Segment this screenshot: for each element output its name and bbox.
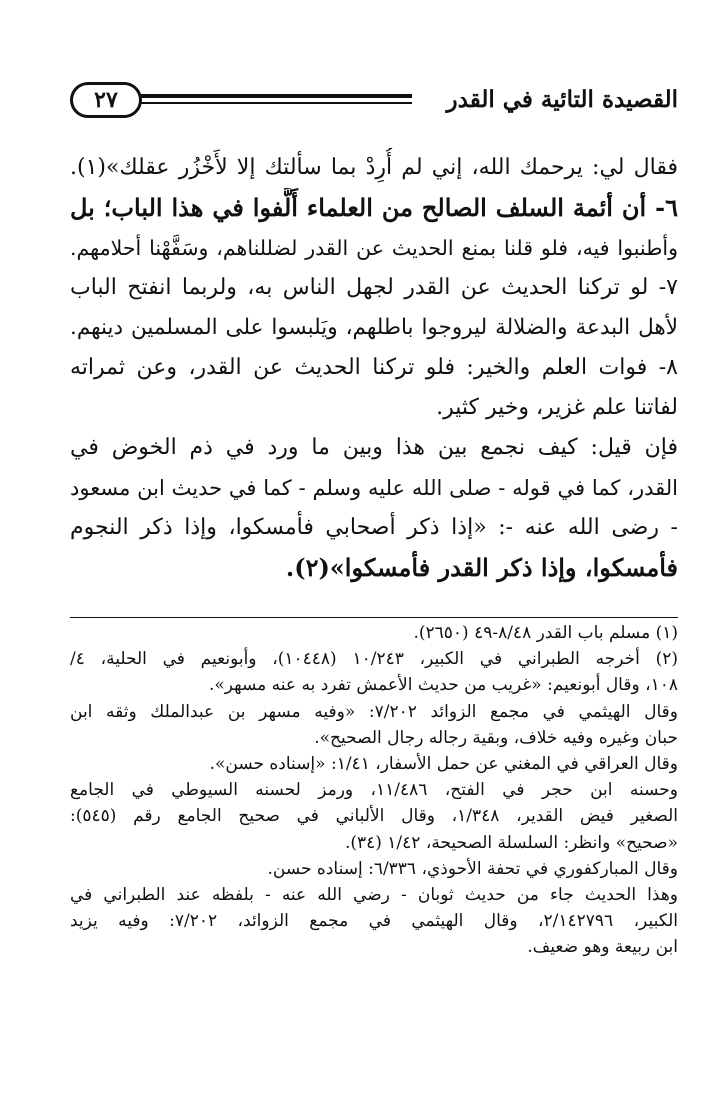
footnote-line: وقال المباركفوري في تحفة الأحوذي، ٦/٣٣٦: إسناده حسن. — [267, 858, 678, 879]
text-line: ٧- لو تركنا الحديث عن القدر لجهل الناس به، ولربما انفتح الباب — [70, 275, 678, 300]
footnote-line: وحسنه ابن حجر في الفتح، ١١/٤٨٦، ورمز لحسنه السيوطي في الجامع — [70, 780, 678, 801]
footnote-line: وقال العراقي في المغني عن حمل الأسفار، ١/٤١: «إسناده حسن». — [209, 753, 678, 774]
footnote-line: الكبير، ٢/١٤٢٧٩٦، وقال الهيثمي في مجمع الزوائد، ٧/٢٠٢: وفيه يزيد — [70, 911, 678, 932]
running-title: القصيدة التائية في القدر — [446, 86, 678, 113]
footnote-line: وقال الهيثمي في مجمع الزوائد ٧/٢٠٢: «وفيه مسهر بن عبدالملك وثقه ابن — [70, 701, 678, 722]
text-line: فقال لي: يرحمك الله، إني لم أُرِدْ بما سألتك إلا لأَخْزُر عقلك»(١). — [70, 155, 678, 180]
text-line: لأهل البدعة والضلالة ليروجوا باطلهم، ويَلبسوا على المسلمين دينهم. — [70, 315, 678, 340]
main-text — [70, 148, 678, 588]
text-line: ٦- أن أئمة السلف الصالح من العلماء أَلَّفوا في هذا الباب؛ بل — [70, 193, 678, 222]
footnote-line: وهذا الحديث جاء من حديث ثوبان - رضي الله عنه - بلفظه عند الطبراني في — [70, 884, 678, 905]
footnote-line: حبان وغيره وفيه خلاف، وبقية رجاله رجال الصحيح». — [314, 727, 678, 748]
text-line: فأمسكوا، وإذا ذكر القدر فأمسكوا»(٢). — [285, 553, 678, 582]
footnote-line: (١) مسلم باب القدر ٨/٤٨-٤٩ (٢٦٥٠). — [413, 623, 678, 643]
header-rule-thick — [132, 94, 412, 98]
footnote-line: «صحيح» وانظر: السلسلة الصحيحة، ١/٤٢ (٣٤). — [344, 832, 678, 853]
text-line: القدر، كما في قوله - صلى الله عليه وسلم - كما في حديث ابن مسعود — [70, 476, 678, 500]
footnotes — [70, 620, 678, 960]
header-rule-thin — [132, 102, 412, 104]
page-number: ٢٧ — [70, 82, 142, 118]
footnote-line: ١٠٨، وقال أبونعيم: «غريب من حديث الأعمش تفرد به عنه مسهر». — [208, 675, 678, 696]
footnote-divider — [70, 617, 678, 618]
footnote-line: (٢) أخرجه الطبراني في الكبير، ١٠/٢٤٣ (١٠٤٤٨)، وأبونعيم في الحلية، ٤/ — [70, 649, 678, 670]
page-header — [70, 82, 678, 130]
text-line: فإن قيل: كيف نجمع بين هذا وبين ما ورد في ذم الخوض في — [70, 435, 678, 460]
text-line: وأطنبوا فيه، فلو قلنا بمنع الحديث عن القدر لضللناهم، وسَفَّهْنا أحلامهم. — [70, 236, 678, 260]
footnote-line: الصغير فيض القدير، ١/٣٤٨، وقال الألباني في صحيح الجامع رقم (٥٤٥): — [70, 806, 678, 827]
footnote-line: ابن ربيعة وهو ضعيف. — [527, 937, 678, 958]
text-line: لفاتنا علم غزير، وخير كثير. — [436, 395, 678, 420]
text-line: ٨- فوات العلم والخير: فلو تركنا الحديث عن القدر، وعن ثمراته — [70, 355, 678, 380]
text-line: - رضى الله عنه -: «إذا ذكر أصحابي فأمسكوا، وإذا ذكر النجوم — [70, 515, 678, 540]
